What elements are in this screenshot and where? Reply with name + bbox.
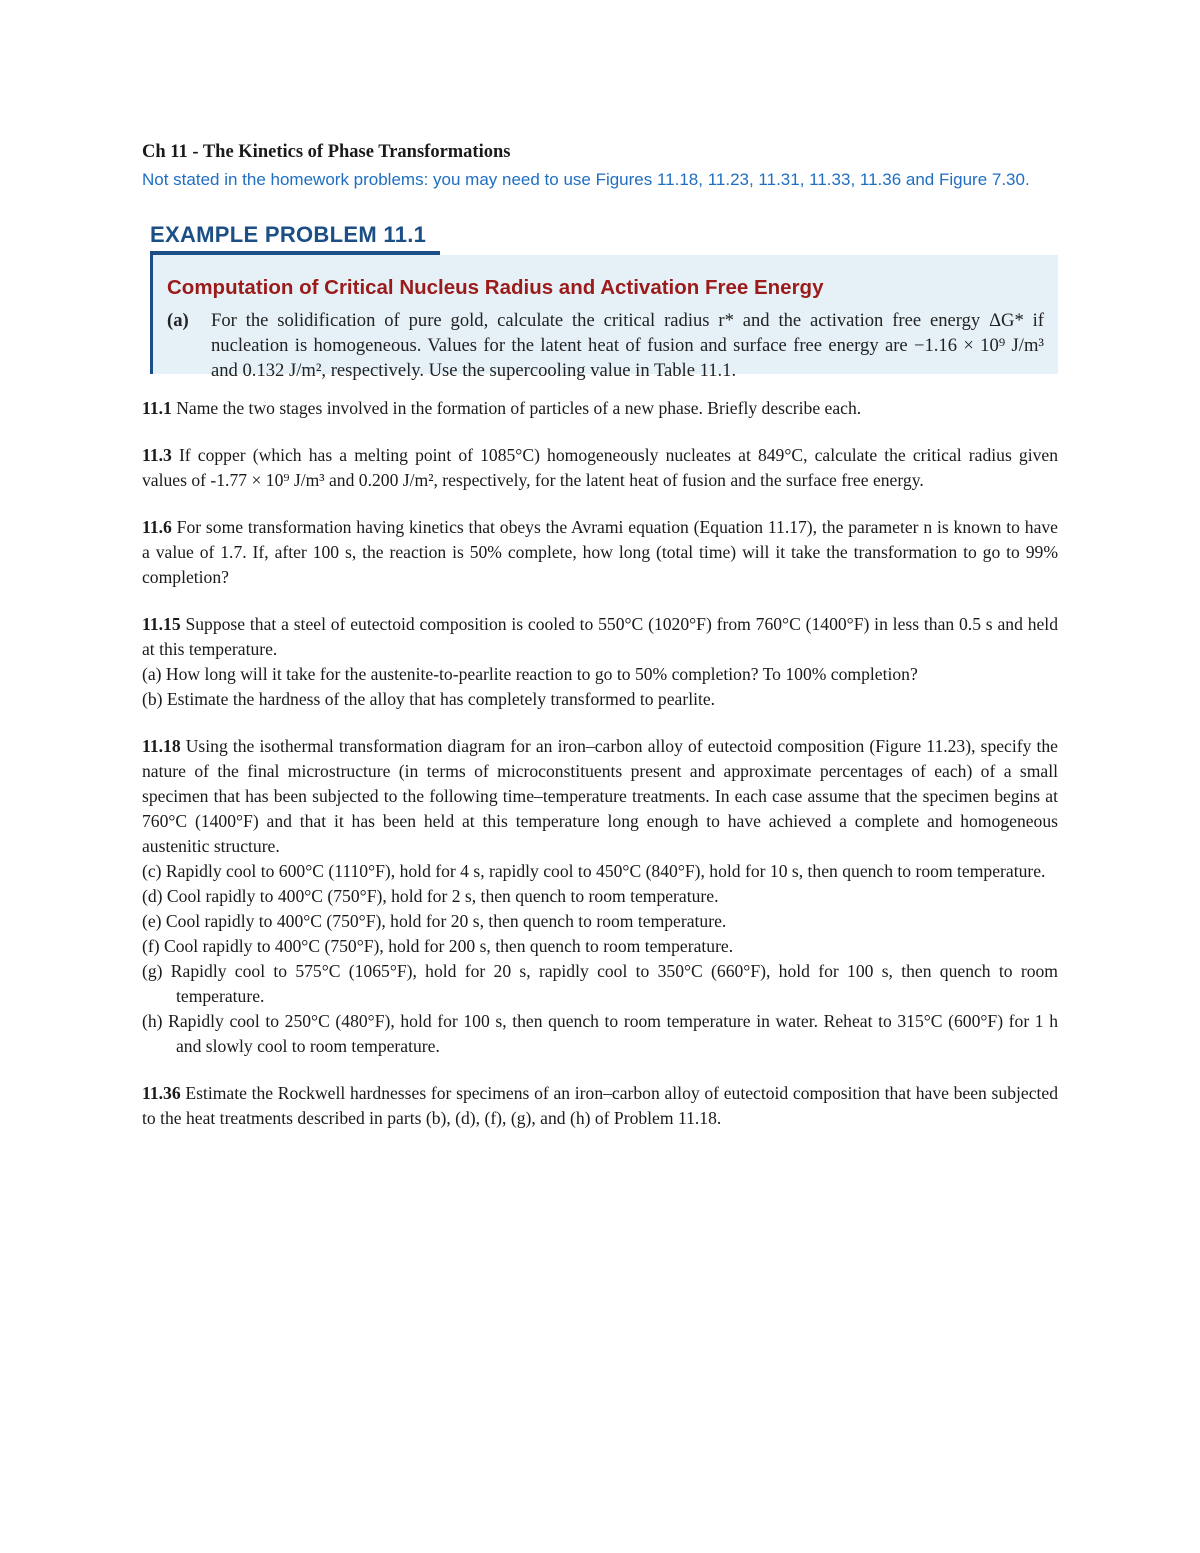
problem-number: 11.6 — [142, 517, 172, 537]
problem-part: (a) How long will it take for the austenite-to-pearlite reaction to go to 50% completion? To 100% completion? — [142, 664, 918, 684]
page-title: Ch 11 - The Kinetics of Phase Transformations — [142, 142, 511, 162]
example-part — [167, 308, 1044, 383]
problem-number: 11.1 — [142, 398, 172, 418]
homework-note: Not stated in the homework problems: you may need to use Figures 11.18, 11.23, 11.31, 11.33, 11.36 and Figure 7.30. — [142, 170, 1030, 189]
problem-body: Suppose that a steel of eutectoid composition is cooled to 550°C (1020°F) from 760°C (1400°F) in less than 0.5 s and held at this temperature. — [142, 614, 1058, 659]
problem-11-1 — [142, 396, 1058, 421]
problem-number: 11.15 — [142, 614, 181, 634]
problem-11-3 — [142, 443, 1058, 493]
problem-text — [142, 734, 1058, 859]
problem-body: Estimate the Rockwell hardnesses for specimens of an iron–carbon alloy of eutectoid composition that have been subjected to the heat treatments described in parts (b), (d), (f), (g), and (h) of Problem 11.18. — [142, 1083, 1058, 1128]
problem-text — [142, 396, 1058, 421]
problem-text — [142, 612, 1058, 662]
problem-number: 11.3 — [142, 445, 172, 465]
problem-part: (f) Cool rapidly to 400°C (750°F), hold for 200 s, then quench to room temperature. — [142, 936, 734, 956]
problem-part: (c) Rapidly cool to 600°C (1110°F), hold for 4 s, rapidly cool to 450°C (840°F), hold for 10 s, then quench to room temperature. — [142, 861, 1046, 881]
problem-part: (g) Rapidly cool to 575°C (1065°F), hold for 20 s, rapidly cool to 350°C (660°F), hold for 100 s, then quench to room temperature. — [142, 961, 1058, 1006]
problem-part: (d) Cool rapidly to 400°C (750°F), hold for 2 s, then quench to room temperature. — [142, 886, 719, 906]
problem-11-6 — [142, 515, 1058, 590]
problem-part: (e) Cool rapidly to 400°C (750°F), hold for 20 s, then quench to room temperature. — [142, 911, 727, 931]
example-heading: EXAMPLE PROBLEM 11.1 — [150, 222, 427, 247]
problem-text — [142, 515, 1058, 590]
problem-11-18 — [142, 734, 1058, 1059]
problem-text — [142, 443, 1058, 493]
problem-body: Using the isothermal transformation diagram for an iron–carbon alloy of eutectoid composition (Figure 11.23), specify the nature of the final microstructure (in terms of microconstituents present and approximate percentages of each) of a small specimen that has been subjected to the following time–temperature treatments. In each case assume that the specimen begins at 760°C (1400°F) and that it has been held at this temperature long enough to have achieved a complete and homogeneous austenitic structure. — [142, 736, 1058, 856]
problem-text — [142, 1081, 1058, 1131]
problem-part: (h) Rapidly cool to 250°C (480°F), hold for 100 s, then quench to room temperature in water. Reheat to 315°C (600°F) for 1 h and slowly cool to room temperature. — [142, 1011, 1058, 1056]
problem-number: 11.36 — [142, 1083, 181, 1103]
problem-body: Name the two stages involved in the formation of particles of a new phase. Briefly describe each. — [171, 398, 862, 418]
example-part-text: For the solidification of pure gold, calculate the critical radius r* and the activation free energy ΔG* if nucleation is homogeneous. Values for the latent heat of fusion and surface free energy are −1.16 × 10⁹ J/m³ and 0.132 J/m², respectively. Use the supercooling value in Table 11.1. — [211, 310, 1044, 381]
example-part-label: (a) — [167, 310, 189, 331]
problem-11-36 — [142, 1081, 1058, 1131]
problem-body: If copper (which has a melting point of 1085°C) homogeneously nucleates at 849°C, calculate the critical radius given values of -1.77 × 10⁹ J/m³ and 0.200 J/m², respectively, for the latent heat of fusion and the surface free energy. — [142, 445, 1058, 490]
problem-part: (b) Estimate the hardness of the alloy that has completely transformed to pearlite. — [142, 689, 716, 709]
problem-number: 11.18 — [142, 736, 181, 756]
example-problem — [150, 222, 1058, 381]
problem-body: For some transformation having kinetics that obeys the Avrami equation (Equation 11.17), the parameter n is known to have a value of 1.7. If, after 100 s, the reaction is 50% complete, how long (total time) will it take the transformation to go to 99% completion? — [142, 517, 1058, 587]
example-subtitle: Computation of Critical Nucleus Radius and Activation Free Energy — [167, 276, 824, 299]
page-content — [142, 140, 1058, 1131]
example-box — [150, 255, 1058, 381]
problem-11-15 — [142, 612, 1058, 712]
